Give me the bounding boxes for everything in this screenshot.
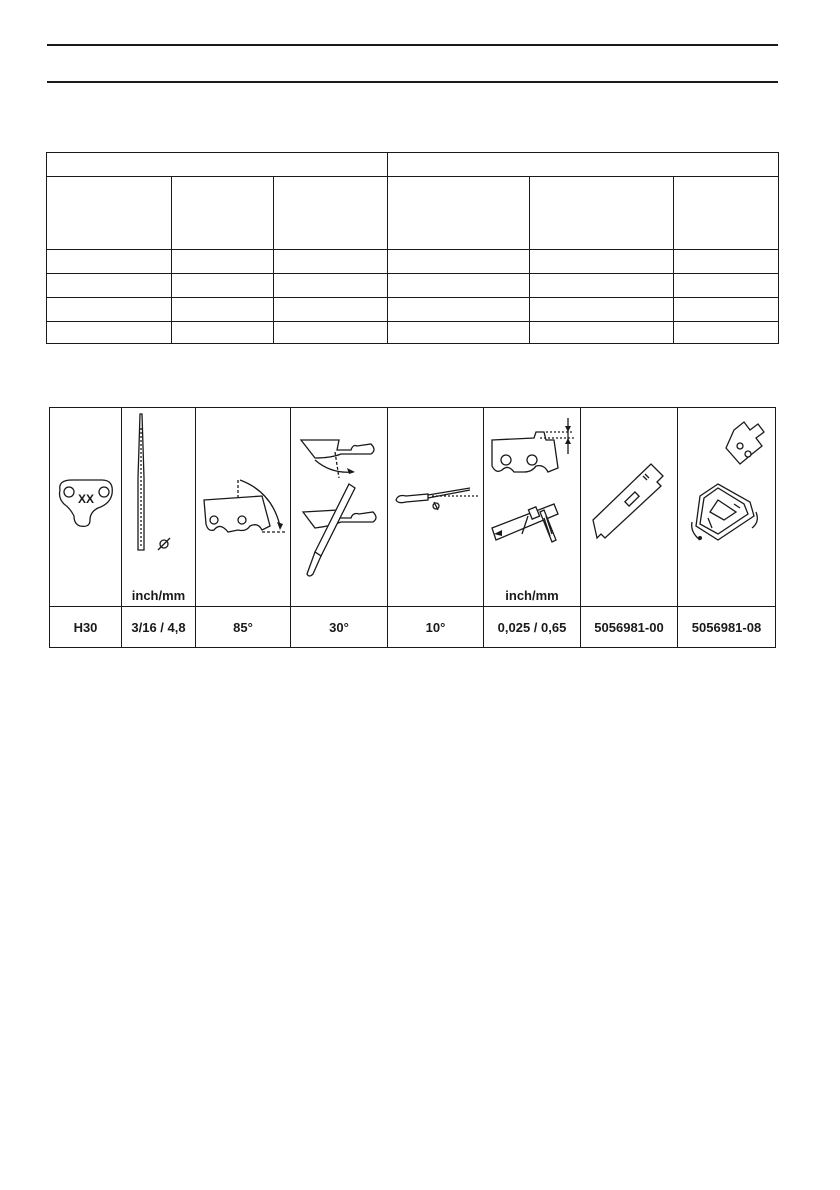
round-file-icon — [122, 408, 196, 606]
depth-gauge-setting-icon — [484, 408, 581, 606]
filing-template-icon — [678, 408, 776, 606]
gauge-tool-part-number: 5056981-00 — [581, 607, 678, 648]
table-header-cell — [172, 177, 274, 250]
top-plate-cell — [196, 408, 291, 607]
filing-angle-cell — [291, 408, 388, 607]
chain-link-xx-icon — [50, 408, 122, 606]
depth-gauge-cell — [484, 408, 581, 607]
table-header-cell — [530, 177, 674, 250]
table-row — [47, 322, 779, 344]
filing-angle-value: 30° — [291, 607, 388, 648]
depth-gauge-tool-icon — [581, 408, 678, 606]
table-header-cell — [674, 177, 779, 250]
depth-gauge-value: 0,025 / 0,65 — [484, 607, 581, 648]
sharpening-spec-table — [49, 407, 776, 648]
table-group-header-left — [47, 153, 388, 177]
chain-value: H30 — [50, 607, 122, 648]
header-rule-bottom — [47, 81, 778, 83]
table-header-cell — [274, 177, 388, 250]
table-row — [47, 298, 779, 322]
top-plate-angle-value: 85° — [196, 607, 291, 648]
table-row — [47, 250, 779, 274]
header-rule-top — [47, 44, 778, 46]
chain-bar-table — [46, 152, 779, 344]
table-group-header-right — [388, 153, 779, 177]
depth-unit-label: inch/mm — [505, 588, 559, 603]
gauge-tool-cell — [581, 408, 678, 607]
file-diameter-value: 3/16 / 4,8 — [122, 607, 196, 648]
file-tilt-angle-value: 10° — [388, 607, 484, 648]
template-part-number: 5056981-08 — [678, 607, 776, 648]
file-tilt-angle-icon — [388, 408, 484, 606]
table-row — [47, 274, 779, 298]
file-cell — [122, 408, 196, 607]
cutter-top-plate-angle-icon — [196, 408, 291, 606]
tilt-angle-cell — [388, 408, 484, 607]
file-unit-label: inch/mm — [131, 588, 186, 603]
table-header-cell — [388, 177, 530, 250]
chain-cell — [50, 408, 122, 607]
template-cell — [678, 408, 776, 607]
table-header-cell — [47, 177, 172, 250]
chain-marking: XX — [77, 492, 95, 506]
cutter-filing-angle-icon — [291, 408, 388, 606]
